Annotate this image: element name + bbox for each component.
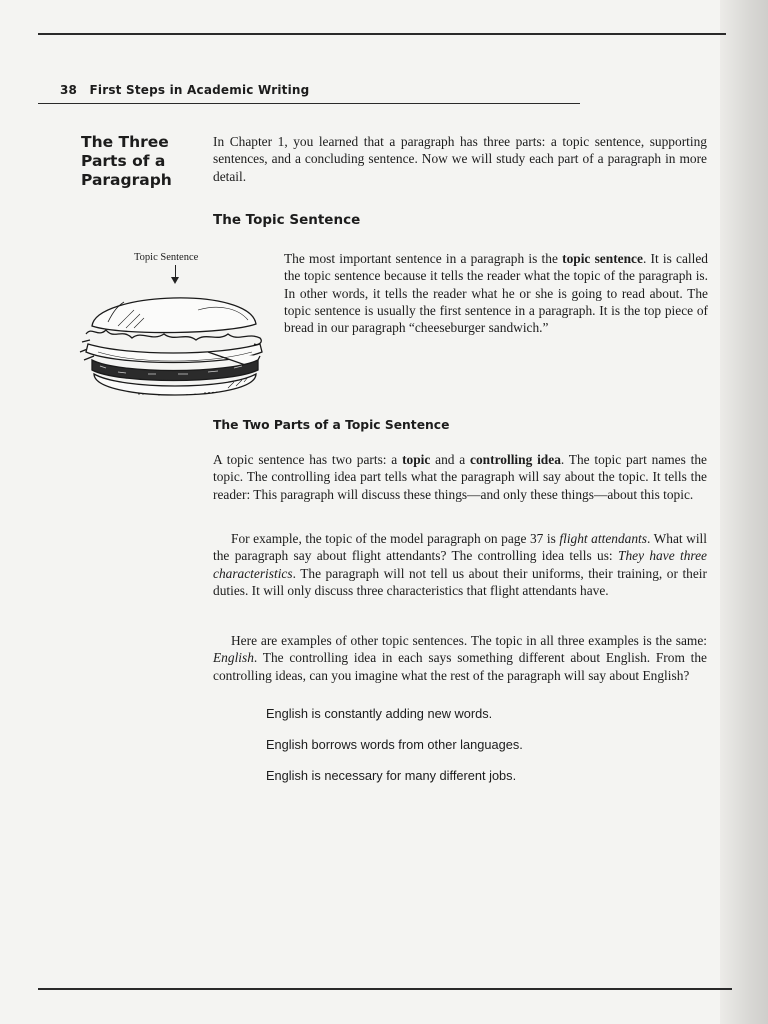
book-title: First Steps in Academic Writing bbox=[89, 83, 310, 97]
topic-sentence-paragraph bbox=[284, 250, 708, 336]
section-heading-line: Paragraph bbox=[81, 171, 172, 189]
italic-term: They have three characteristics bbox=[213, 548, 707, 581]
english-examples-intro bbox=[213, 632, 707, 684]
two-parts-heading: The Two Parts of a Topic Sentence bbox=[213, 418, 450, 432]
header-rule bbox=[38, 103, 580, 104]
text-run: . The paragraph will not tell us about their uniforms, their training, or their duties. It will only discuss three characteristics that flight attendants have. bbox=[213, 565, 707, 598]
intro-paragraph: In Chapter 1, you learned that a paragraph has three parts: a topic sentence, supporting sentences, and a concluding sentence. Now we will study each part of a paragraph in more detail. bbox=[213, 134, 707, 184]
text-run: Here are examples of other topic sentences. The topic in all three examples is the same: bbox=[231, 633, 707, 648]
page-edge-shadow bbox=[720, 0, 768, 1024]
cheeseburger-illustration bbox=[78, 282, 270, 404]
section-heading-line: The Three bbox=[81, 133, 169, 151]
bold-term: topic sentence bbox=[562, 251, 643, 266]
figure-label: Topic Sentence bbox=[134, 252, 199, 263]
italic-term: flight attendants bbox=[559, 531, 647, 546]
example-sentence: English is constantly adding new words. bbox=[266, 706, 493, 721]
text-run: . What will the paragraph say about flight attendants? The controlling idea tells us: bbox=[213, 531, 707, 564]
bold-term: topic bbox=[402, 452, 431, 467]
top-rule bbox=[38, 33, 726, 35]
running-header bbox=[60, 83, 309, 97]
text-run: The most important sentence in a paragraph is the bbox=[284, 251, 563, 266]
two-parts-paragraph bbox=[213, 451, 707, 503]
bold-term: controlling idea bbox=[470, 452, 561, 467]
text-run: and a bbox=[430, 452, 471, 467]
text-run: A topic sentence has two parts: a bbox=[213, 452, 403, 467]
italic-term: English bbox=[213, 650, 254, 666]
example-sentence: English borrows words from other languages. bbox=[266, 737, 523, 752]
text-run: . The topic part names the topic. The controlling idea part tells what the paragraph will say about the topic. It tells the reader: This paragraph will discuss these things—and only these things—about this topic. bbox=[213, 452, 707, 502]
section-heading-line: Parts of a bbox=[81, 152, 166, 170]
text-run: . The controlling idea in each says something different about English. From the controlling ideas, can you imagine what the rest of the paragraph will say about English? bbox=[213, 650, 707, 683]
topic-sentence-heading: The Topic Sentence bbox=[213, 212, 361, 228]
example-paragraph bbox=[213, 530, 707, 599]
page-number: 38 bbox=[60, 83, 78, 97]
bottom-rule bbox=[38, 988, 732, 990]
section-heading bbox=[81, 133, 201, 190]
example-sentence: English is necessary for many different jobs. bbox=[266, 768, 517, 783]
text-run: For example, the topic of the model paragraph on page 37 is bbox=[231, 531, 560, 546]
text-run: . It is called the topic sentence because it tells the reader what the topic of the paragraph is. In other words, it tells the reader what he or she is going to read about. The topic sentence is usually the first sentence in a paragraph. It is the top piece of bread in our paragraph “cheeseburger sandwich.” bbox=[284, 251, 708, 336]
